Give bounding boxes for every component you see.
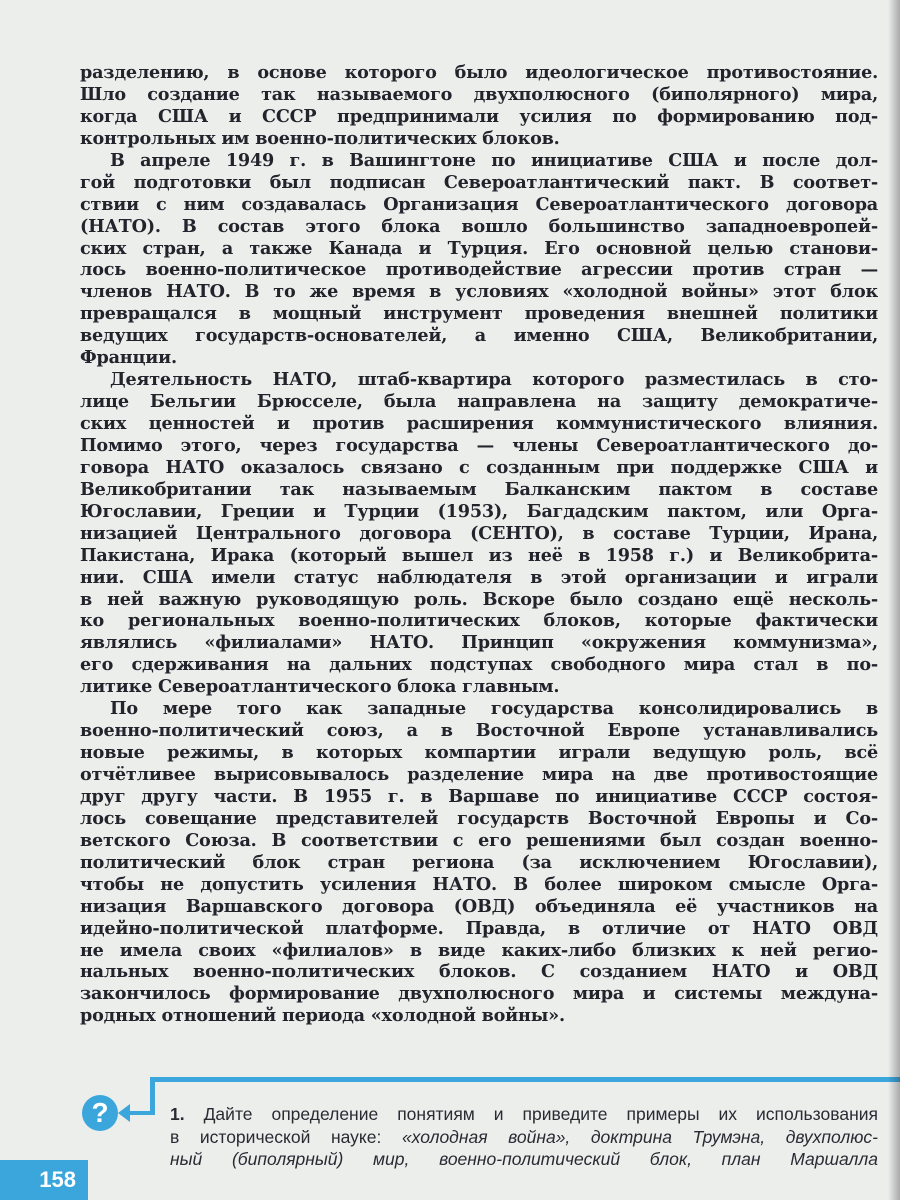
text-line: низацией Центрального договора (СЕНТО), в составе Турции, Ирана, [80,522,878,544]
paragraph [80,369,878,698]
text-line: ских ценностей и против расширения коммунистического влияния. [80,413,878,434]
text-line: низация Варшавского договора (ОВД) объединяла её участников на [80,895,878,917]
text-line: В апреле 1949 г. в Вашингтоне по инициативе США и после дол- [110,149,878,171]
text-line: литике Североатлантического блока главным. [80,676,560,698]
question-terms: «холодная война», доктрина Трумэна, двухполюс- [401,1126,878,1147]
text-line: политический блок стран региона (за исключением Югославии), [80,851,878,873]
review-question [170,1103,878,1171]
main-text [80,62,878,1027]
text-line: ко региональных военно-политических блоков, которые фактически [80,610,878,632]
text-line: родных отношений периода «холодной войны». [80,1005,565,1027]
text-line: По мере того как западные государства консолидировались в [110,698,878,720]
text-line: нии. США имели статус наблюдателя в этой организации и играли [80,566,878,588]
text-line: (НАТО). В состав этого блока вошло большинство западноевропей- [80,215,878,237]
paragraph [80,150,878,369]
text-line: говора НАТО оказалось связано с созданным при поддержке США и [80,456,878,478]
text-line: Шло создание так называемого двухполюсного (биполярного) мира, [80,83,878,105]
question-line [170,1126,878,1149]
text-line: Югославии, Греции и Турции (1953), Багдадским пактом, или Орга- [80,500,878,522]
question-text: в исторической науке: [170,1126,402,1147]
question-mark-icon: ? [82,1095,118,1131]
text-line: контрольных им военно-политических блоков. [80,127,560,149]
question-divider [150,1077,900,1082]
text-line: не имела своих «филиалов» в виде каких-либо близких к ней регио- [80,939,878,961]
text-line: Помимо этого, через государства — члены Североатлантического до- [80,434,878,456]
page-number: 158 [0,1160,88,1200]
question-line [170,1148,878,1171]
text-line: друг другу части. В 1955 г. в Варшаве по инициативе СССР состоя- [80,785,878,807]
text-line: когда США и СССР предпринимали усилия по формированию под- [80,105,878,127]
question-text: Дайте определение понятиям и приведите примеры их использования [203,1104,878,1124]
text-line: гой подготовки был подписан Североатлантический пакт. В соответ- [80,171,878,193]
paragraph [80,698,878,1027]
text-line: Франции. [80,347,177,369]
text-line: лось совещание представителей государств Восточной Европы и Со- [80,807,878,829]
arrowhead-icon [118,1104,130,1122]
text-line: являлись «филиалами» НАТО. Принцип «окружения коммунизма», [80,632,878,654]
text-line: разделению, в основе которого было идеологическое противостояние. [80,62,878,83]
text-line: ветского Союза. В соответствии с его решениями был создан военно- [80,829,878,851]
text-line: превращался в мощный инструмент проведения внешней политики [80,303,878,325]
page-gutter-shadow [888,0,900,1200]
text-line: Пакистана, Ирака (который вышел из неё в 1958 г.) и Великобрита- [80,544,878,566]
question-number: 1. [170,1104,185,1124]
question-bracket [150,1077,155,1115]
text-line: лице Бельгии Брюсселе, была направлена на защиту демократиче- [80,391,878,413]
text-line: членов НАТО. В то же время в условиях «холодной войны» этот блок [80,281,878,303]
text-line: Деятельность НАТО, штаб-квартира которого разместилась в сто- [110,369,878,391]
text-line: ских стран, а также Канада и Турция. Его основной целью станови- [80,237,878,259]
text-line: в ней важную руководящую роль. Вскоре было создано ещё несколь- [80,588,878,610]
question-line [170,1103,878,1126]
text-line: Великобритании так называемым Балканским пактом в составе [80,478,878,500]
paragraph [80,62,878,150]
text-line: ствии с ним создавалась Организация Североатлантического договора [80,193,878,215]
text-line: лось военно-политическое противодействие агрессии против стран — [80,259,878,281]
text-line: новые режимы, в которых компартии играли ведущую роль, всё [80,742,878,764]
question-terms: ный (биполярный) мир, военно-политический блок, план Маршалла [170,1149,878,1169]
text-line: закончилось формирование двухполюсного мира и системы междуна- [80,983,878,1005]
text-line: его сдерживания на дальних подступах свободного мира стал в по- [80,654,878,676]
text-line: ведущих государств-основателей, а именно США, Великобритании, [80,325,878,347]
text-line: идейно-политической платформе. Правда, в отличие от НАТО ОВД [80,917,878,939]
text-line: чтобы не допустить усиления НАТО. В более широком смысле Орга- [80,873,878,895]
text-line: отчётливее вырисовывалось разделение мира на две противостоящие [80,764,878,785]
text-line: нальных военно-политических блоков. С созданием НАТО и ОВД [80,961,878,983]
text-line: военно-политический союз, а в Восточной Европе устанавливались [80,720,878,742]
